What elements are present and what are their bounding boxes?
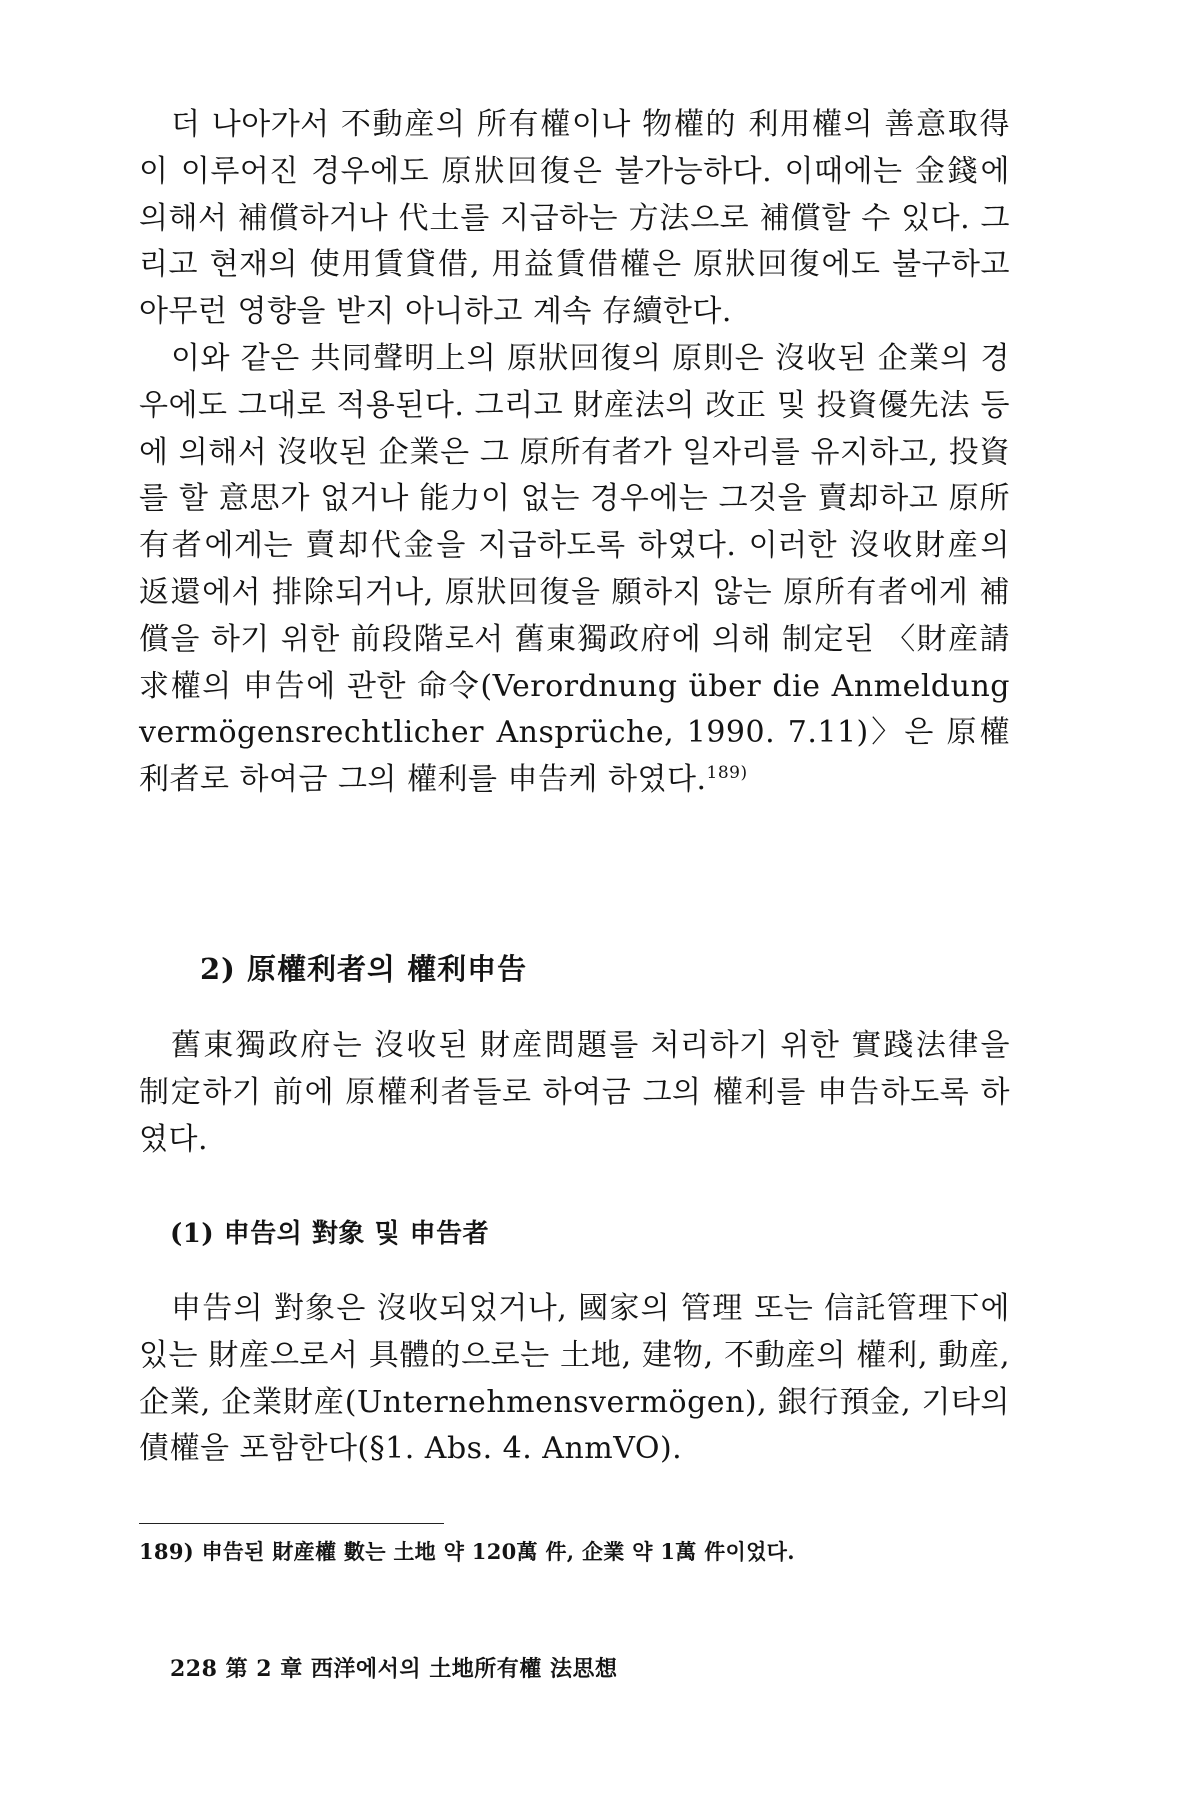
section-text (139, 1023, 1010, 1163)
page-footer: 228 第 2 章 西洋에서의 土地所有權 法思想 (170, 1656, 618, 1682)
section-heading: 2) 原權利者의 權利申告 (200, 952, 528, 986)
paragraph-rights-declaration: 舊東獨政府는 沒收된 財産問題를 처리하기 위한 實踐法律을 制定하기 前에 原權利者들로 하여금 그의 權利를 申告하도록 하였다. (139, 1028, 1010, 1157)
subsection-heading: (1) 申告의 對象 및 申告者 (170, 1219, 490, 1249)
paragraph-restitution-exceptions: 더 나아가서 不動産의 所有權이나 物權的 利用權의 善意取得이 이루어진 경우에도 原狀回復은 불가능하다. 이때에는 金錢에 의해서 補償하거나 代土를 지급하는 方法으로 補償할 수 있다. 그리고 현재의 使用賃貸借, 用益賃借權은 原狀回復에도 불구하고 아무런 영향을 받지 아니하고 계속 存續한다. (139, 107, 1010, 330)
footnote-divider (139, 1523, 444, 1524)
footnote: 189) 申告된 財産權 數는 土地 약 120萬 件, 企業 약 1萬 件이었다. (139, 1539, 795, 1564)
subsection-text (139, 1286, 1010, 1473)
main-text (139, 102, 1010, 804)
paragraph-declaration-scope: 申告의 對象은 沒收되었거나, 國家의 管理 또는 信託管理下에 있는 財産으로서 具體的으로는 土地, 建物, 不動産의 權利, 動産, 企業, 企業財産(Unternehmensvermögen), 銀行預金, 기타의 債權을 포함한다(§1. Abs. 4. AnmVO). (139, 1291, 1010, 1467)
paragraph-confiscated-enterprises (139, 336, 1010, 804)
footnote-reference: 189) (706, 763, 748, 784)
paragraph-confiscated-enterprises-text: 이와 같은 共同聲明上의 原狀回復의 原則은 沒收된 企業의 경우에도 그대로 적용된다. 그리고 財産法의 改正 및 投資優先法 등에 의해서 沒收된 企業은 그 原所有者가 일자리를 유지하고, 投資를 할 意思가 없거나 能力이 없는 경우에는 그것을 賣却하고 原所有者에게는 賣却代金을 지급하도록 하였다. 이러한 沒收財産의 返還에서 排除되거나, 原狀回復을 願하지 않는 原所有者에게 補償을 하기 위한 前段階로서 舊東獨政府에 의해 制定된 〈財産請求權의 申告에 관한 命令(Verordnung über die Anmeldung vermögensrechtlicher Ansprüche, 1990. 7.11)〉은 原權利者로 하여금 그의 權利를 申告케 하였다. (139, 340, 1010, 798)
